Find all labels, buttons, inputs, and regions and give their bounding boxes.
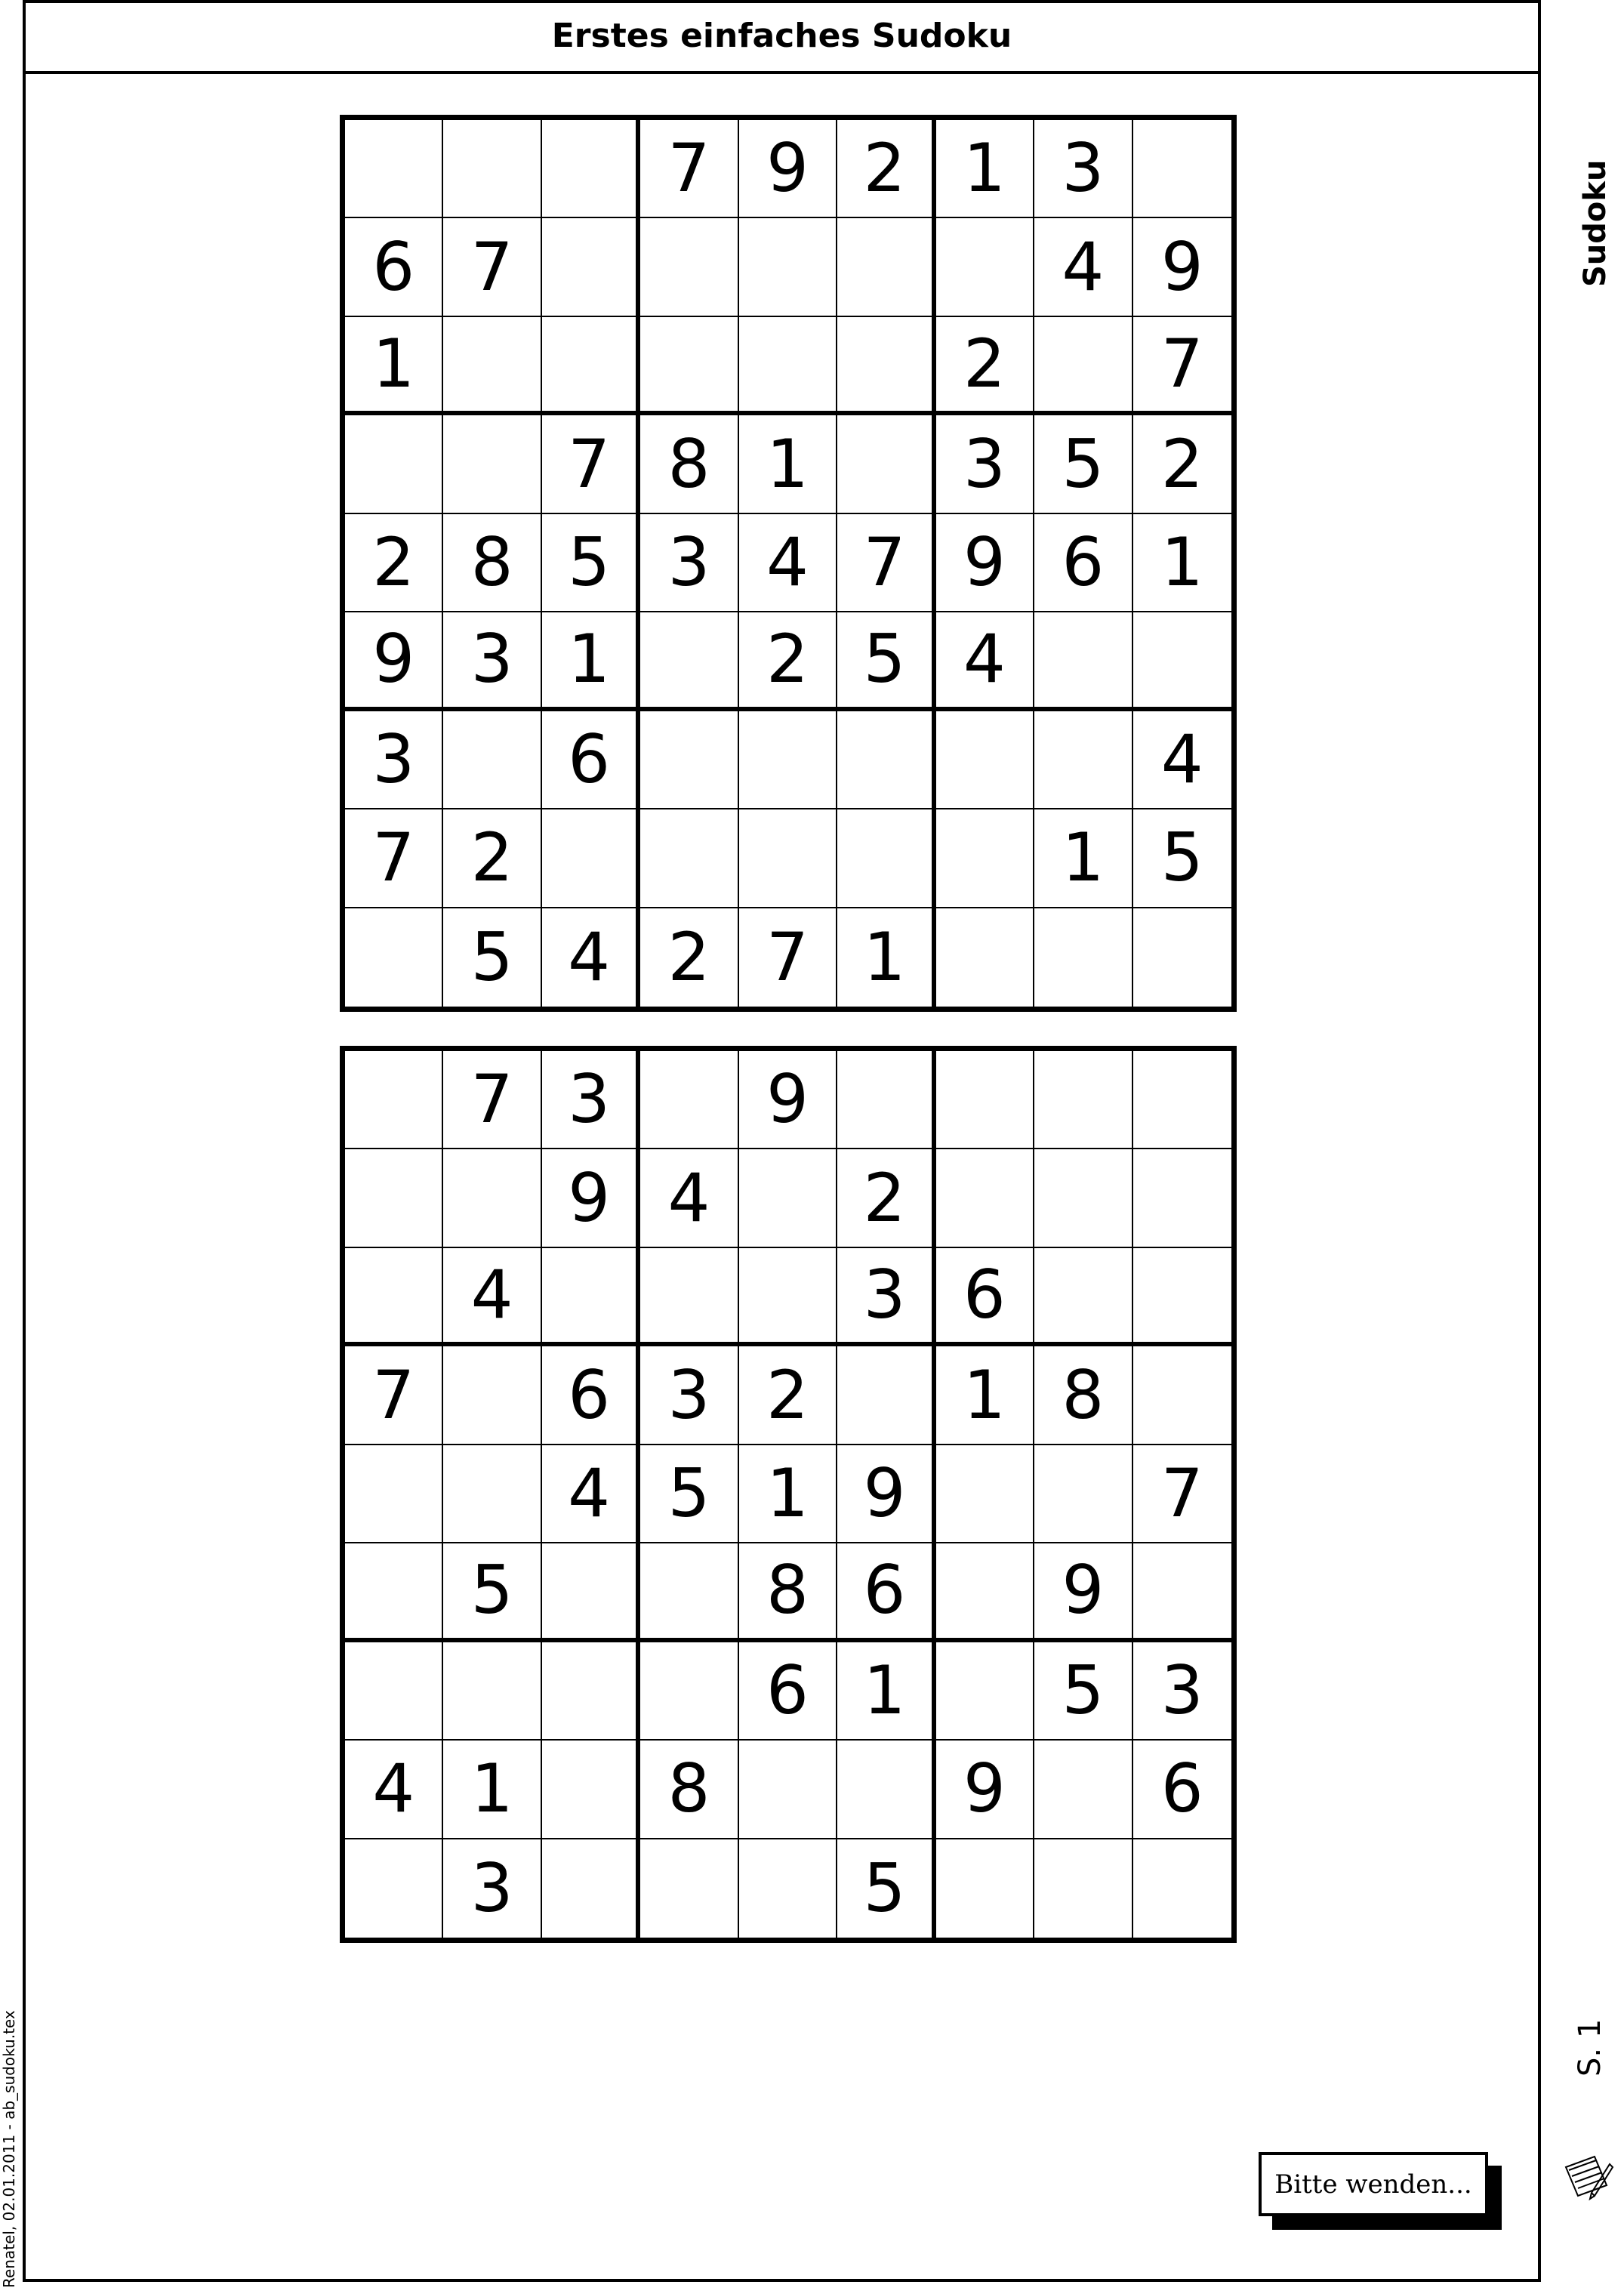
sudoku-cell <box>345 1149 443 1247</box>
sudoku-cell <box>1034 1445 1132 1543</box>
sudoku-cell: 9 <box>739 120 837 218</box>
sudoku-cell <box>1133 1051 1231 1149</box>
sudoku-cell: 9 <box>345 612 443 711</box>
sudoku-cell <box>640 1839 738 1938</box>
sudoku-cell <box>443 1642 541 1741</box>
sudoku-cell: 4 <box>542 908 640 1007</box>
sudoku-cell <box>542 1642 640 1741</box>
sudoku-cell <box>542 1543 640 1642</box>
sudoku-cell <box>936 809 1034 908</box>
sudoku-cell <box>542 1839 640 1938</box>
sudoku-cell: 3 <box>640 514 738 612</box>
sudoku-cell: 4 <box>739 514 837 612</box>
sudoku-cell: 9 <box>936 514 1034 612</box>
sudoku-cell: 7 <box>640 120 738 218</box>
sudoku-cell: 5 <box>443 1543 541 1642</box>
sudoku-cell <box>837 415 935 513</box>
sudoku-cell <box>1034 317 1132 415</box>
sudoku-cell <box>542 1248 640 1346</box>
sudoku-cell: 2 <box>1133 415 1231 513</box>
sudoku-cell <box>739 218 837 316</box>
sudoku-cell <box>345 1642 443 1741</box>
sudoku-cell: 9 <box>1034 1543 1132 1642</box>
sudoku-cell: 8 <box>739 1543 837 1642</box>
title-bar <box>23 0 1541 74</box>
sudoku-cell: 6 <box>542 711 640 809</box>
sudoku-cell: 4 <box>1034 218 1132 316</box>
sudoku-cell: 6 <box>936 1248 1034 1346</box>
sudoku-cell <box>542 120 640 218</box>
sudoku-cell: 5 <box>443 908 541 1007</box>
sudoku-cell: 6 <box>837 1543 935 1642</box>
sudoku-cell <box>345 1839 443 1938</box>
source-note: Renatel, 02.01.2011 - ab_sudoku.tex <box>0 2010 18 2288</box>
sudoku-cell: 3 <box>1034 120 1132 218</box>
sudoku-cell: 4 <box>1133 711 1231 809</box>
sudoku-cell <box>640 711 738 809</box>
sudoku-cell <box>837 1051 935 1149</box>
sudoku-cell <box>542 809 640 908</box>
sudoku-cell: 2 <box>345 514 443 612</box>
sudoku-cell <box>640 317 738 415</box>
sudoku-cell <box>1133 1149 1231 1247</box>
sudoku-cell: 7 <box>837 514 935 612</box>
sudoku-cell <box>345 1445 443 1543</box>
sudoku-cell: 1 <box>1133 514 1231 612</box>
sudoku-cell: 4 <box>345 1741 443 1839</box>
sudoku-cell <box>1034 711 1132 809</box>
sudoku-cell <box>640 218 738 316</box>
sudoku-cell <box>443 415 541 513</box>
sudoku-cell: 4 <box>640 1149 738 1247</box>
sudoku-cell <box>837 1346 935 1445</box>
sudoku-cell <box>837 218 935 316</box>
sudoku-cell: 6 <box>542 1346 640 1445</box>
sudoku-cell <box>936 1445 1034 1543</box>
sudoku-cell: 7 <box>739 908 837 1007</box>
sudoku-cell: 2 <box>837 120 935 218</box>
sudoku-cell <box>443 711 541 809</box>
sudoku-cell: 6 <box>739 1642 837 1741</box>
sudoku-cell: 5 <box>1034 415 1132 513</box>
sudoku-cell <box>1133 1346 1231 1445</box>
sudoku-cell <box>640 1248 738 1346</box>
sudoku-grid-1 <box>340 115 1237 1012</box>
sudoku-cell <box>640 612 738 711</box>
sudoku-cell <box>1034 1839 1132 1938</box>
sudoku-cell <box>1034 1149 1132 1247</box>
sudoku-cell: 8 <box>640 415 738 513</box>
sudoku-cell: 4 <box>936 612 1034 711</box>
sudoku-cell: 5 <box>1133 809 1231 908</box>
sudoku-cell: 3 <box>1133 1642 1231 1741</box>
sudoku-cell: 2 <box>837 1149 935 1247</box>
sudoku-cell <box>345 1248 443 1346</box>
sudoku-cell: 9 <box>837 1445 935 1543</box>
sudoku-cell: 1 <box>837 1642 935 1741</box>
sudoku-cell: 9 <box>542 1149 640 1247</box>
sudoku-cell <box>739 1839 837 1938</box>
sudoku-cell: 7 <box>1133 1445 1231 1543</box>
sudoku-cell <box>443 1445 541 1543</box>
sudoku-cell: 1 <box>542 612 640 711</box>
sudoku-cell <box>739 711 837 809</box>
sudoku-cell: 9 <box>936 1741 1034 1839</box>
turn-page-label: Bitte wenden... <box>1274 2169 1472 2200</box>
sudoku-cell: 7 <box>1133 317 1231 415</box>
sudoku-cell: 6 <box>345 218 443 316</box>
sudoku-cell <box>936 218 1034 316</box>
sudoku-cell <box>443 120 541 218</box>
sudoku-cell: 9 <box>1133 218 1231 316</box>
sudoku-cell <box>739 809 837 908</box>
sudoku-cell <box>345 908 443 1007</box>
sudoku-cell <box>542 218 640 316</box>
sudoku-cell <box>640 1642 738 1741</box>
sudoku-cell: 7 <box>443 1051 541 1149</box>
sudoku-cell: 1 <box>1034 809 1132 908</box>
sudoku-cell: 2 <box>739 1346 837 1445</box>
sudoku-cell: 1 <box>837 908 935 1007</box>
sudoku-cell: 8 <box>1034 1346 1132 1445</box>
sudoku-cell: 1 <box>936 1346 1034 1445</box>
sudoku-cell <box>542 1741 640 1839</box>
sudoku-cell: 9 <box>739 1051 837 1149</box>
sudoku-cell <box>739 1248 837 1346</box>
sudoku-cell: 7 <box>345 809 443 908</box>
sudoku-grid-2 <box>340 1046 1237 1943</box>
sudoku-cell <box>936 908 1034 1007</box>
sudoku-cell: 5 <box>837 612 935 711</box>
sudoku-cell: 2 <box>739 612 837 711</box>
sudoku-cell <box>1034 1051 1132 1149</box>
sudoku-cell: 3 <box>936 415 1034 513</box>
sudoku-cell: 2 <box>640 908 738 1007</box>
sudoku-cell <box>936 711 1034 809</box>
sudoku-cell <box>936 1149 1034 1247</box>
sudoku-cell <box>1034 908 1132 1007</box>
sudoku-cell: 5 <box>542 514 640 612</box>
sudoku-cell <box>739 317 837 415</box>
sudoku-cell <box>936 1839 1034 1938</box>
sudoku-cell <box>837 711 935 809</box>
sudoku-cell <box>1034 612 1132 711</box>
sudoku-cell <box>837 1741 935 1839</box>
sudoku-cell <box>1133 908 1231 1007</box>
sudoku-cell: 1 <box>739 415 837 513</box>
sudoku-cell: 3 <box>443 612 541 711</box>
sudoku-cell <box>1133 1248 1231 1346</box>
sudoku-cell <box>443 1149 541 1247</box>
sudoku-cell: 2 <box>936 317 1034 415</box>
sudoku-cell <box>640 1051 738 1149</box>
sudoku-cell: 7 <box>443 218 541 316</box>
sudoku-cell: 8 <box>640 1741 738 1839</box>
sudoku-cell: 4 <box>542 1445 640 1543</box>
sudoku-cell <box>936 1051 1034 1149</box>
sudoku-cell: 3 <box>640 1346 738 1445</box>
sudoku-cell <box>936 1543 1034 1642</box>
notepad-pencil-icon <box>1561 2151 1614 2203</box>
sudoku-cell <box>345 120 443 218</box>
turn-page-note <box>1259 2152 1488 2216</box>
sudoku-cell <box>640 1543 738 1642</box>
sudoku-cell: 2 <box>443 809 541 908</box>
sudoku-cell: 6 <box>1133 1741 1231 1839</box>
sudoku-cell: 3 <box>443 1839 541 1938</box>
sudoku-cell <box>1133 612 1231 711</box>
sudoku-cell <box>837 317 935 415</box>
sudoku-cell: 7 <box>345 1346 443 1445</box>
sudoku-cell <box>739 1149 837 1247</box>
sudoku-cell <box>1133 1543 1231 1642</box>
sudoku-cell: 8 <box>443 514 541 612</box>
sudoku-cell <box>443 1346 541 1445</box>
sudoku-cell: 4 <box>443 1248 541 1346</box>
sudoku-cell: 1 <box>345 317 443 415</box>
sudoku-cell <box>1133 1839 1231 1938</box>
sudoku-cell <box>936 1642 1034 1741</box>
sudoku-cell: 6 <box>1034 514 1132 612</box>
sudoku-cell <box>837 809 935 908</box>
sudoku-cell: 7 <box>542 415 640 513</box>
sudoku-cell <box>640 809 738 908</box>
sudoku-cell: 1 <box>739 1445 837 1543</box>
sudoku-cell: 3 <box>837 1248 935 1346</box>
sudoku-cell <box>542 317 640 415</box>
sudoku-cell: 5 <box>1034 1642 1132 1741</box>
sudoku-cell <box>1133 120 1231 218</box>
sudoku-cell <box>443 317 541 415</box>
sudoku-cell: 3 <box>345 711 443 809</box>
sudoku-cell <box>1034 1248 1132 1346</box>
sudoku-cell: 1 <box>936 120 1034 218</box>
sudoku-cell <box>345 1051 443 1149</box>
page-title: Erstes einfaches Sudoku <box>551 16 1012 55</box>
sudoku-cell <box>1034 1741 1132 1839</box>
page-number: S. 1 <box>1573 2018 1607 2077</box>
section-label: Sudoku <box>1578 159 1613 287</box>
sudoku-cell: 5 <box>640 1445 738 1543</box>
sudoku-cell: 3 <box>542 1051 640 1149</box>
sudoku-cell: 5 <box>837 1839 935 1938</box>
sudoku-cell <box>345 415 443 513</box>
sudoku-cell: 1 <box>443 1741 541 1839</box>
sudoku-cell <box>345 1543 443 1642</box>
sudoku-cell <box>739 1741 837 1839</box>
